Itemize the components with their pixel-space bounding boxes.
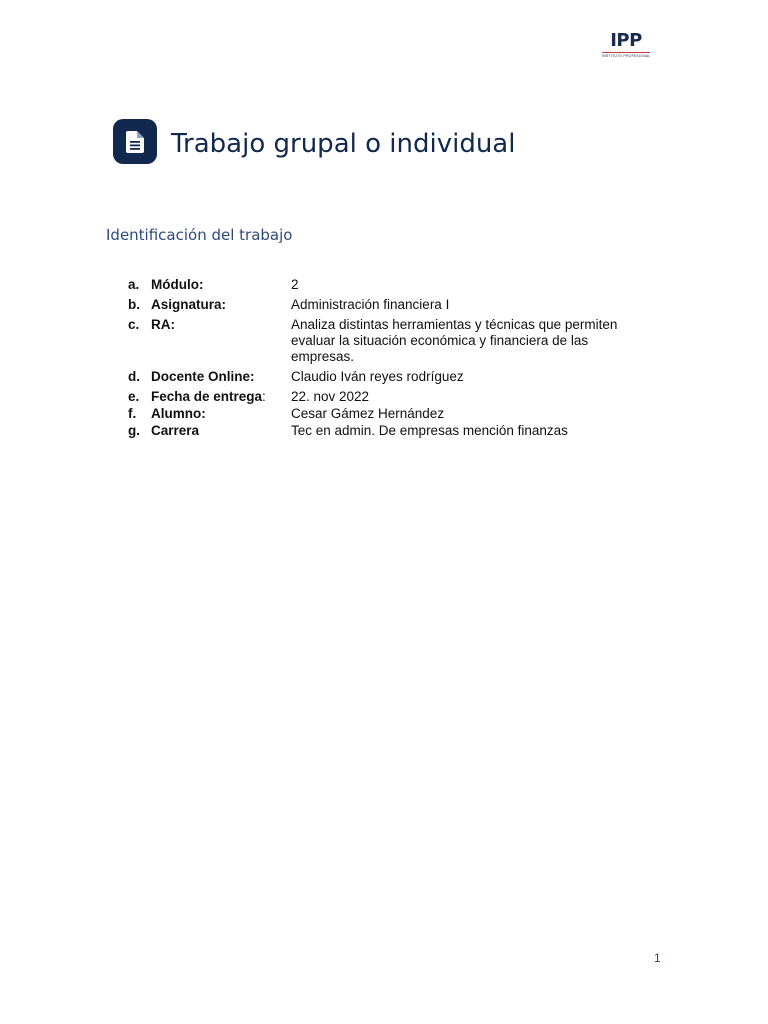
field-value: Administración financiera I [291,297,450,312]
logo-subtext: INSTITUTO PROFESIONAL [602,54,651,58]
page-number: 1 [654,951,661,965]
field-label: Módulo: [151,277,204,292]
list-item-alumno [128,406,648,422]
list-item-carrera [128,423,648,439]
field-label: Alumno: [151,406,206,421]
field-value: 2 [291,277,299,292]
ipp-logo [602,31,650,61]
page-title: Trabajo grupal o individual [171,129,516,159]
list-item-modulo [128,277,648,293]
field-label: RA: [151,317,175,332]
field-value: Claudio Iván reyes rodríguez [291,369,464,384]
field-value: Tec en admin. De empresas mención finanzas [291,423,568,438]
list-marker: a. [128,277,140,292]
field-value: Cesar Gámez Hernández [291,406,445,421]
logo-mark: IPP [610,30,642,51]
list-item-fecha [128,389,648,405]
list-item-docente [128,369,648,385]
document-icon [113,119,157,164]
section-heading: Identificación del trabajo [106,226,293,244]
field-label: Carrera [151,423,200,438]
field-label: Asignatura: [151,297,227,312]
list-marker: e. [128,389,140,404]
work-identification-list [128,277,648,439]
field-label [151,389,291,405]
field-label-colon: : [262,389,266,404]
list-marker: b. [128,297,140,312]
field-value: 22. nov 2022 [291,389,370,404]
list-item-ra [128,317,648,365]
list-marker: g. [128,423,140,438]
field-label-text: Fecha de entrega [151,389,263,404]
list-item-asignatura [128,297,648,313]
list-marker: c. [128,317,140,332]
field-label: Docente Online: [151,369,255,384]
list-marker: d. [128,369,140,384]
field-value: Analiza distintas herramientas y técnicas que permiten evaluar la situación económica y financiera de las empresas. [291,317,618,364]
list-marker: f. [128,406,137,421]
